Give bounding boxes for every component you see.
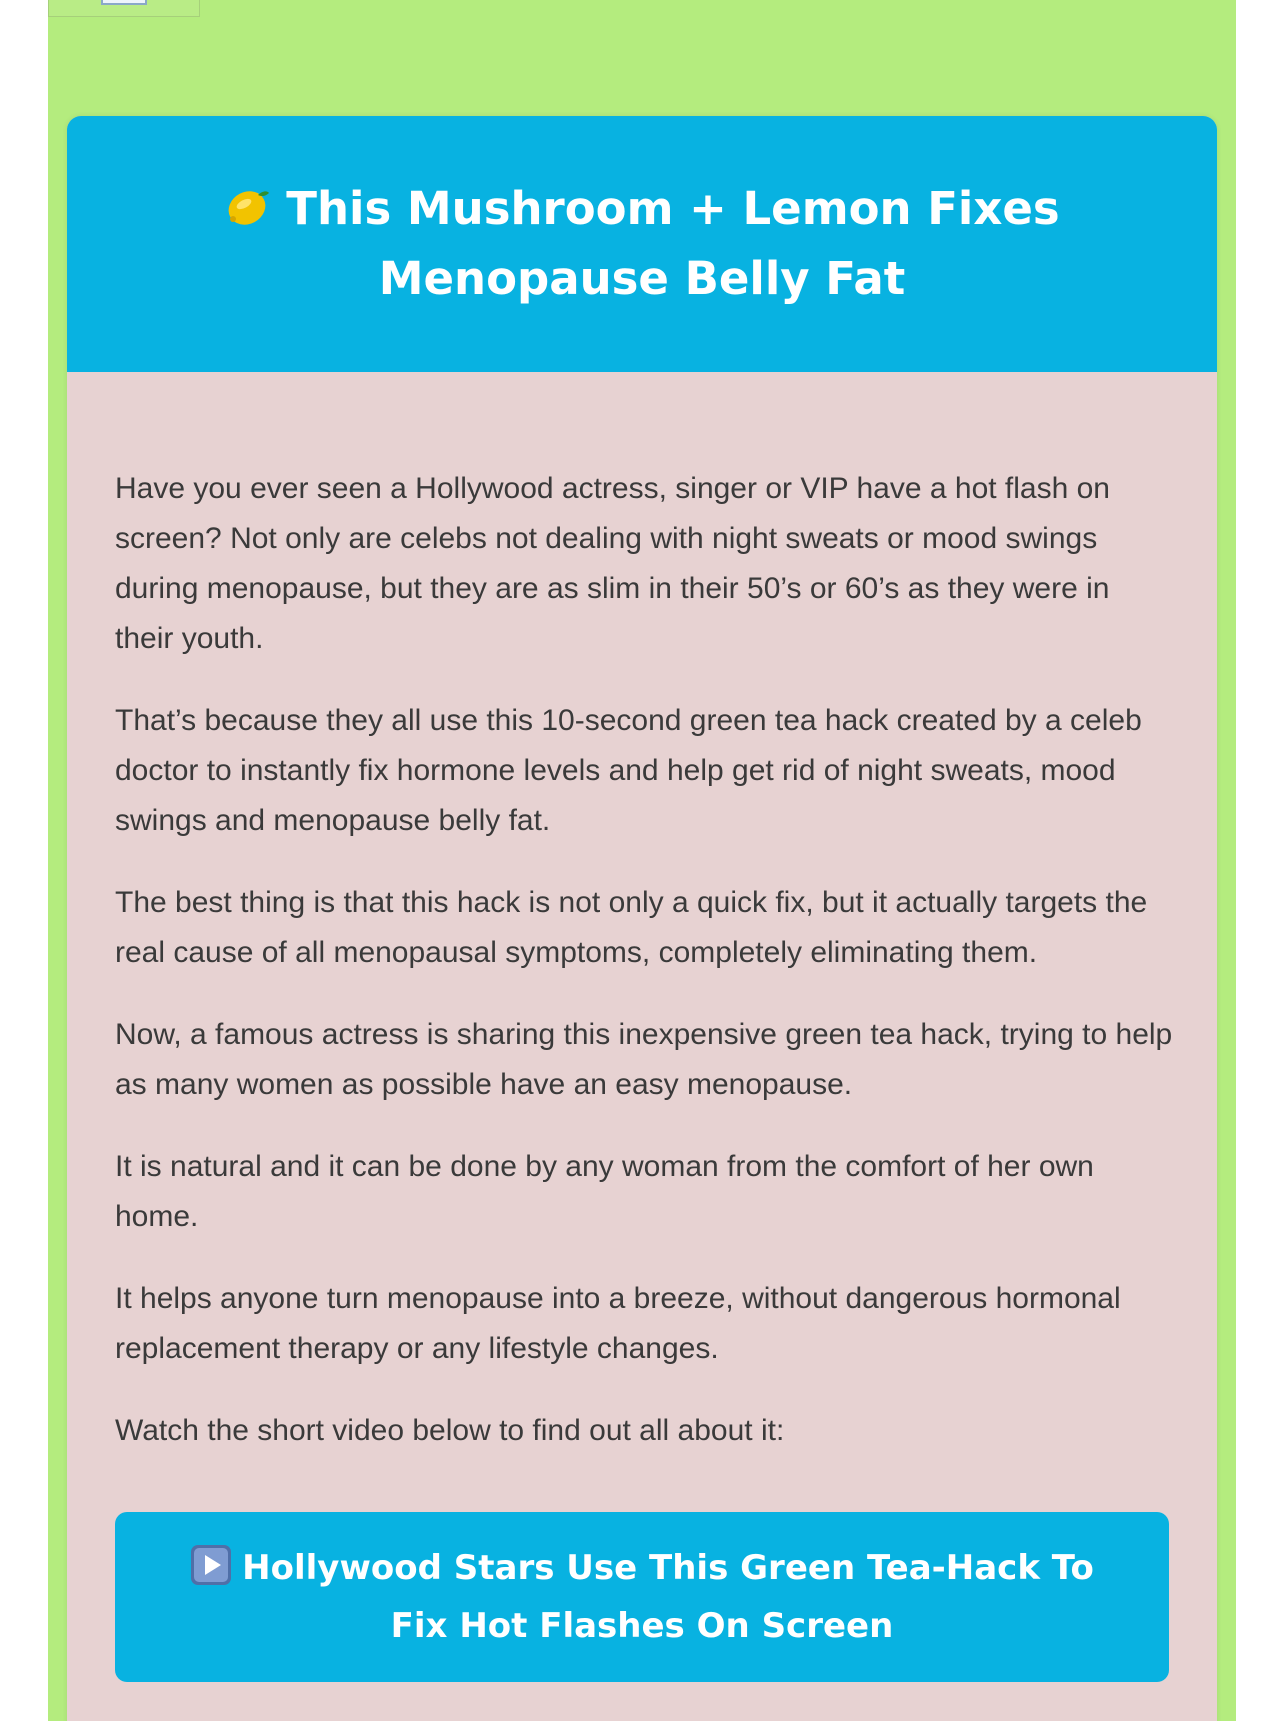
article-body [115,464,1175,1488]
top-tab-indicator [101,0,147,5]
article-paragraph-4: Now, a famous actress is sharing this inexpensive green tea hack, trying to help as many women as possible have an easy menopause. [115,1018,1173,1101]
article-card [67,116,1217,1721]
headline-text: This Mushroom + Lemon Fixes Menopause Belly Fat [286,182,1060,305]
watch-video-text: Hollywood Stars Use This Green Tea-Hack To Fix Hot Flashes On Screen [242,1548,1094,1646]
watch-video-button[interactable] [115,1512,1169,1682]
article-headline [111,174,1173,314]
article-paragraph-6: It helps anyone turn menopause into a breeze, without dangerous hormonal replacement therapy or any lifestyle changes. [115,1282,1121,1365]
article-paragraph-2: That’s because they all use this 10-second green tea hack created by a celeb doctor to instantly fix hormone levels and help get rid of night sweats, mood swings and menopause belly fat. [115,704,1142,837]
article-paragraph-1: Have you ever seen a Hollywood actress, singer or VIP have a hot flash on screen? Not only are celebs not dealing with night sweats or mood swings during menopause, but they are as slim in their 50’s or 60’s as they were in their youth. [115,472,1110,655]
lemon-icon [224,178,272,220]
article-paragraph-7: Watch the short video below to find out all about it: [115,1414,785,1447]
article-paragraph-3: The best thing is that this hack is not only a quick fix, but it actually targets the real cause of all menopausal symptoms, completely eliminating them. [115,886,1148,969]
article-header [67,116,1217,372]
top-tab[interactable] [48,0,200,17]
article-paragraph-5: It is natural and it can be done by any woman from the comfort of her own home. [115,1150,1094,1233]
watch-video-label [185,1539,1099,1655]
play-icon [190,1544,232,1586]
